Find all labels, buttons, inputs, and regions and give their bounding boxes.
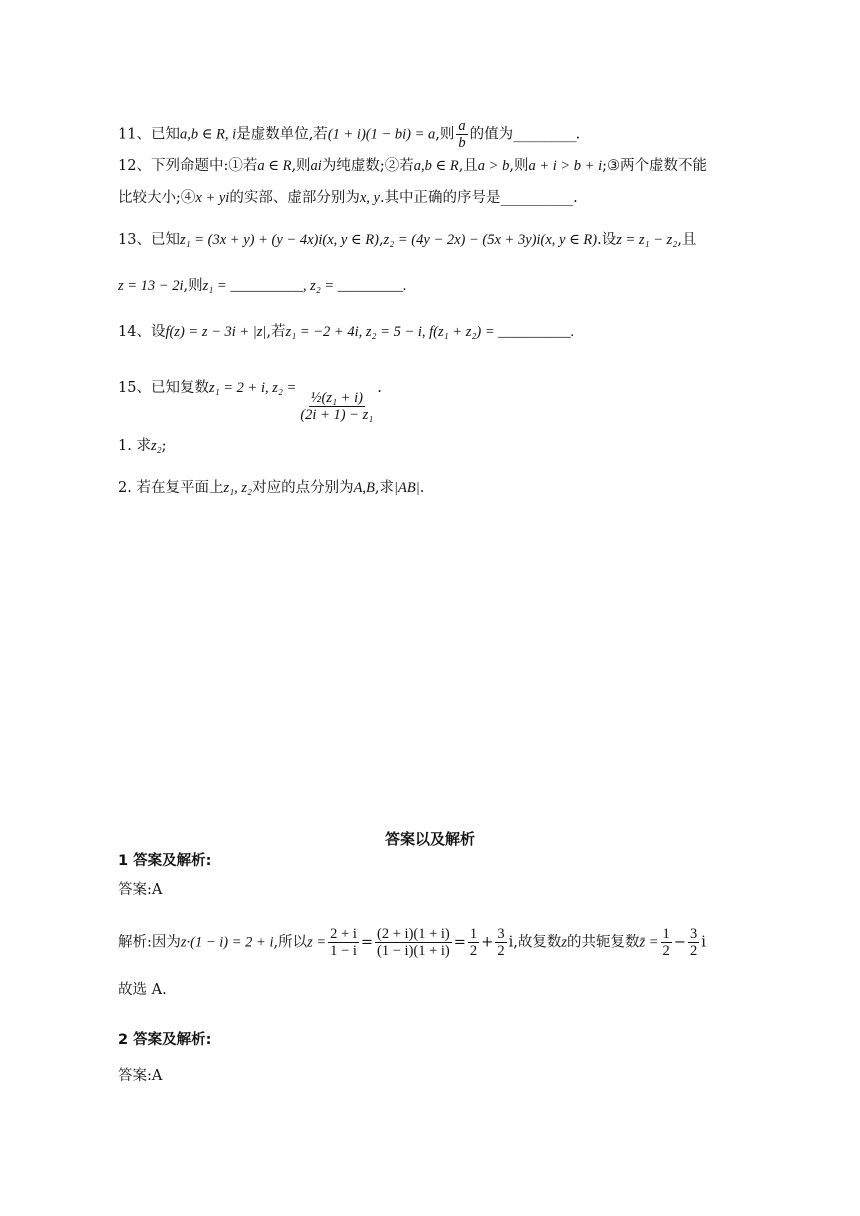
a1-math-d: z =	[307, 934, 327, 951]
a1-frac3-den: 2	[469, 943, 478, 959]
q11-blank: __________.	[513, 126, 580, 143]
sub2-text-e: ,求	[374, 480, 395, 496]
q15-end: .	[377, 380, 382, 396]
q12-math-l2b: x + yi	[195, 190, 230, 206]
q12-text-i: ,则	[509, 158, 529, 174]
q15-fraction	[298, 390, 375, 423]
q12-text-l2a: 比较大小;④	[118, 190, 196, 206]
a1-frac5-den: 2	[662, 943, 670, 959]
q14-text-a: 14、设	[118, 324, 166, 340]
a1-text-g: 的共轭复数	[566, 934, 640, 951]
a1-frac-1	[328, 926, 359, 959]
question-11	[118, 118, 742, 151]
sub2-math-b: z₁, z₂	[223, 480, 253, 496]
q11-text-3: 的值为	[469, 126, 514, 143]
q11-frac-den: b	[458, 135, 466, 151]
q11-prefix: 11、已知	[118, 126, 180, 143]
a1-frac-5	[661, 926, 672, 959]
sub1-text-a: 1. 求	[118, 438, 151, 454]
q12-text-l2e: .其中正确的序号是	[379, 190, 501, 206]
q12-blank: __________.	[500, 190, 578, 206]
answer-1-heading: 1 答案及解析:	[118, 853, 212, 869]
a1-math-f: z	[561, 934, 567, 951]
a1-i1: i	[508, 934, 514, 951]
answer-1-answer: 答案:A	[118, 882, 163, 898]
q15-text-a: 15、已知复数	[118, 380, 209, 396]
sub2-math-d: A,B	[353, 480, 375, 496]
q15-frac-den: (2i + 1) − z₁	[300, 407, 374, 423]
q11-condition: a,b ∈ R, i	[179, 126, 237, 143]
answer-2-heading: 2 答案及解析:	[118, 1032, 212, 1048]
q12-text-l2c: 的实部、虚部分别为	[229, 190, 360, 206]
question-13-line-2	[118, 276, 742, 296]
q13-text-then: ,则	[183, 278, 203, 294]
answers-title: 答案以及解析	[384, 830, 475, 848]
sub2-text-a: 2. 若在复平面上	[118, 480, 224, 496]
q12-text-a: 12、下列命题中:①若	[118, 158, 258, 174]
answer-1-explanation	[118, 926, 742, 959]
a1-frac-6	[688, 926, 699, 959]
a1-i2: i	[701, 934, 706, 951]
a1-frac6-den: 2	[689, 943, 698, 959]
a1-frac6-num: 3	[689, 926, 698, 942]
q12-math-h: a > b	[477, 158, 510, 174]
question-14	[118, 322, 742, 342]
q15-frac-num: ½(z₁ + i)	[310, 390, 363, 406]
a1-frac1-num: 2 + i	[330, 926, 357, 942]
a1-text-a: 解析:因为	[118, 934, 181, 951]
question-12-line-1	[118, 156, 742, 176]
q14-values: z₁ = −2 + 4i, z₂ = 5 − i, f(z₁ + z₂) = __________.	[285, 324, 575, 340]
sub2-text-g: .	[419, 480, 425, 496]
sub2-text-c: 对应的点分别为	[252, 480, 354, 496]
a1-frac4-den: 2	[497, 943, 505, 959]
q13-text-a: 13、已知	[118, 232, 180, 248]
sub-question-1	[118, 436, 742, 456]
q13-z1-def: z₁ = (3x + y) + (y − 4x)i(x, y ∈ R)	[179, 232, 379, 248]
q12-text-g: ,且	[458, 158, 478, 174]
q12-math-d: ai	[310, 158, 322, 174]
q11-text-1: 是虚数单位,若	[236, 126, 328, 143]
a1-frac-4	[495, 926, 506, 959]
question-15	[118, 378, 742, 423]
sub2-math-f: |AB|	[394, 480, 420, 496]
question-12-line-2	[118, 188, 742, 208]
a1-frac5-num: 1	[662, 926, 670, 942]
a1-frac2-den: (1 − i)(1 + i)	[377, 943, 450, 959]
a1-math-h: z̄ =	[639, 934, 659, 951]
q12-math-b: a ∈ R	[257, 158, 292, 174]
a1-text-e: ,故复数	[513, 934, 562, 951]
a1-frac2-num: (2 + i)(1 + i)	[377, 926, 450, 942]
q13-text-e: .设	[597, 232, 617, 248]
answer-1-choice: 故选 A.	[118, 982, 167, 998]
a1-plus: +	[481, 934, 494, 951]
question-13-line-1	[118, 230, 742, 250]
q14-text-c: ,若	[266, 324, 286, 340]
a1-minus: −	[673, 934, 686, 951]
q12-text-e: 为纯虚数;②若	[321, 158, 414, 174]
q13-comma: ,	[378, 232, 384, 248]
a1-eq1: =	[360, 934, 374, 951]
answer-2-answer: 答案:A	[118, 1068, 163, 1084]
q12-text-c: ,则	[291, 158, 311, 174]
q12-math-j: a + i > b + i	[528, 158, 603, 174]
q12-math-f: a,b ∈ R	[413, 158, 459, 174]
q13-z-value: z = 13 − 2i	[118, 278, 184, 294]
a1-frac4-num: 3	[497, 926, 505, 942]
q13-text-g: ,且	[677, 232, 697, 248]
q12-math-l2d: x, y	[359, 190, 380, 206]
q14-function: f(z) = z − 3i + |z|	[165, 324, 267, 340]
a1-text-c: ,所以	[273, 934, 308, 951]
a1-math-b: z·(1 − i) = 2 + i	[180, 934, 274, 951]
a1-frac1-den: 1 − i	[330, 943, 357, 959]
q15-def: z₁ = 2 + i, z₂ =	[208, 380, 297, 396]
q11-equation: (1 + i)(1 − bi) = a	[327, 126, 436, 143]
sub1-text-c: ;	[161, 438, 167, 454]
a1-eq2: =	[453, 934, 466, 951]
q11-text-2: ,则	[435, 126, 455, 143]
q13-blanks: z₁ = __________, z₂ = _________.	[202, 278, 407, 294]
a1-frac-2	[375, 926, 452, 959]
q13-z-def: z = z₁ − z₂	[616, 232, 678, 248]
sub1-math: z₂	[150, 438, 162, 454]
sub-question-2	[118, 478, 742, 498]
q12-text-k: ;③两个虚数不能	[602, 158, 708, 174]
q11-frac-num: a	[458, 118, 466, 134]
q13-z2-def: z₂ = (4y − 2x) − (5x + 3y)i(x, y ∈ R)	[383, 232, 598, 248]
a1-frac3-num: 1	[469, 926, 478, 942]
q11-fraction	[456, 118, 467, 151]
a1-frac-3	[468, 926, 479, 959]
